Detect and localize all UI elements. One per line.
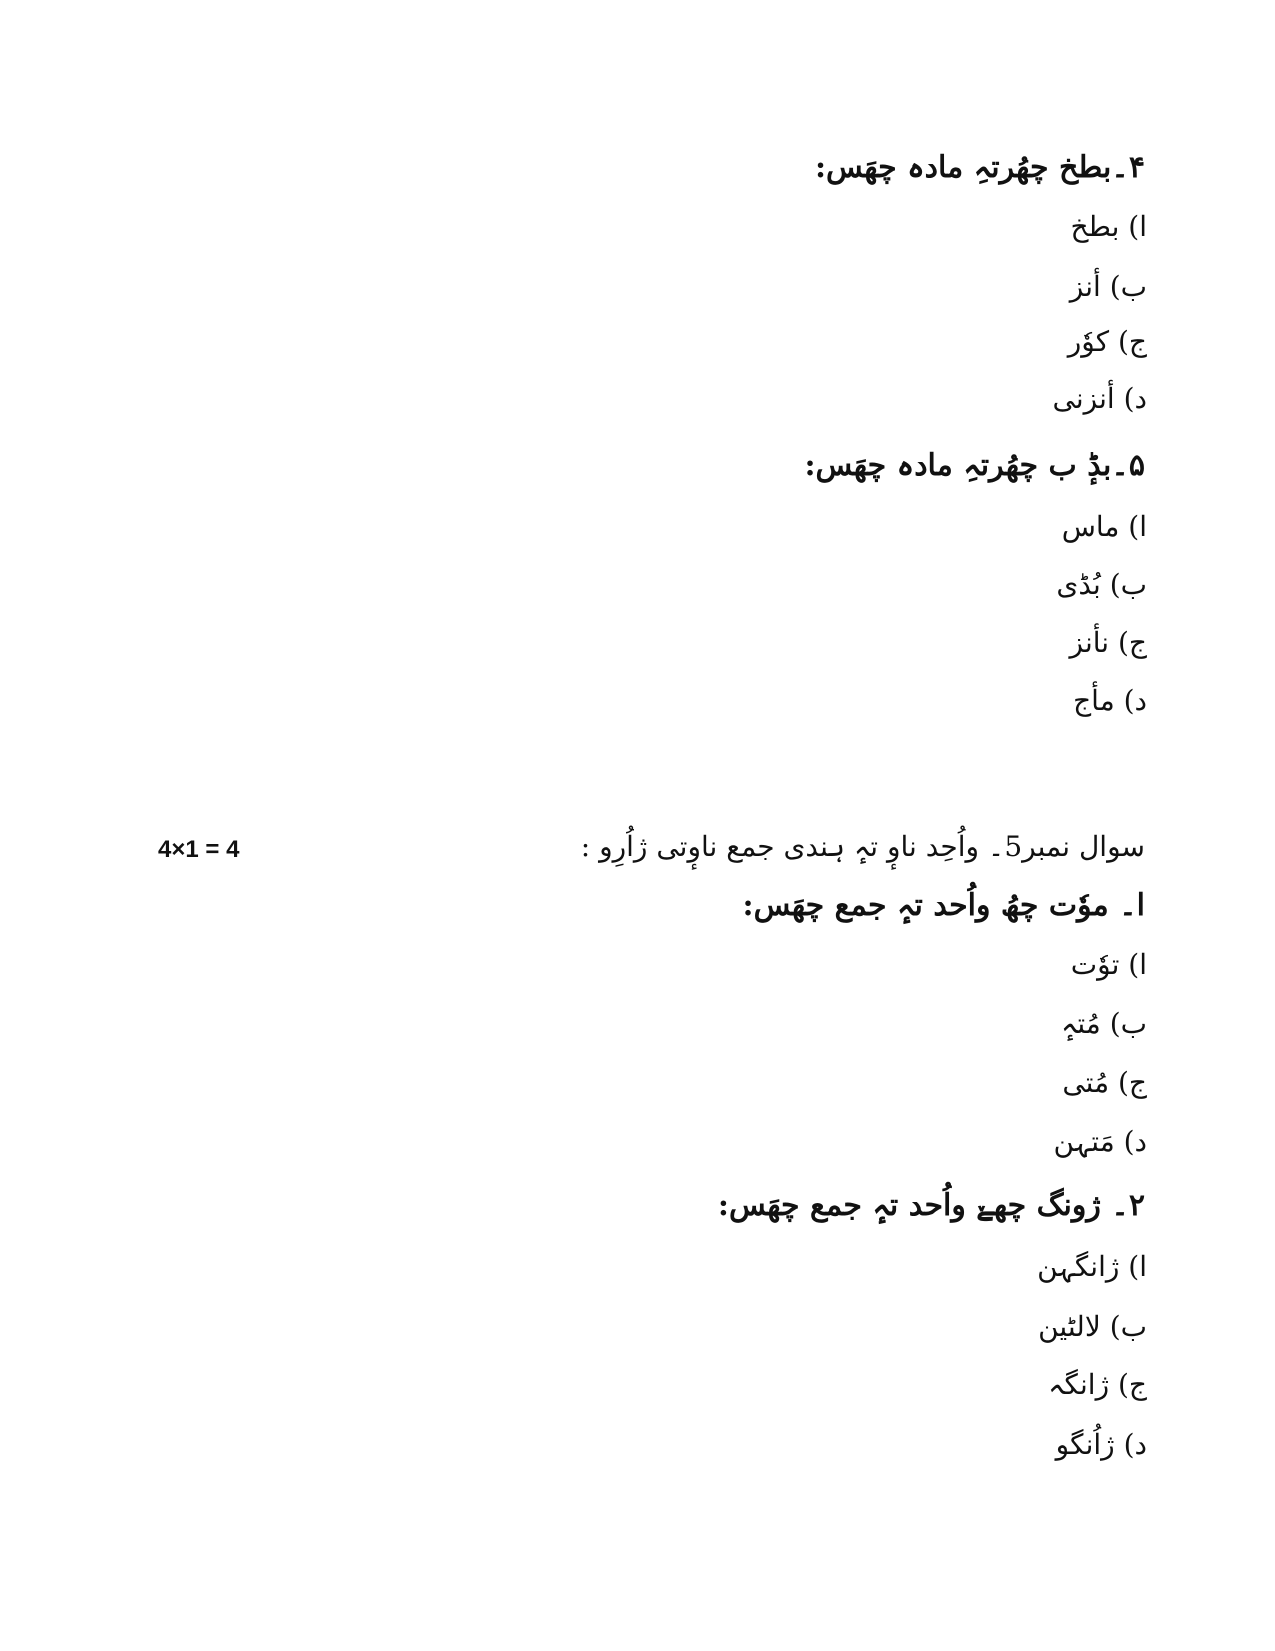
question-5-option-a: ا) ماس [1061, 510, 1147, 543]
question-4-option-a: ا) بطخ [1070, 210, 1147, 243]
question-b2-option-a: ا) ژانگہن [1037, 1250, 1147, 1283]
question-5-option-b: ب) بُڈی [1056, 568, 1147, 601]
question-4-option-b: ب) أنز [1069, 270, 1147, 303]
question-4-heading: ۴۔بطخ چھُرتہِ مادہ چھَس: [814, 150, 1145, 185]
question-b1-heading: ا۔ موٗت چھُ واُحد تہٕ جمع چھَس: [742, 888, 1145, 923]
question-5-heading: ۵۔بڈٕ ب چھُرتہِ مادہ چھَس: [804, 448, 1145, 483]
question-b2-option-c: ج) ژانگہ [1048, 1368, 1147, 1401]
question-b2-heading: ۲۔ ژونگ چھےٚ واُحد تہٕ جمع چھَس: [717, 1188, 1145, 1223]
question-b1-option-c: ج) مُتی [1062, 1066, 1147, 1099]
question-b1-option-d: د) مَتہن [1053, 1125, 1147, 1158]
question-4-option-d: د) أنزنی [1052, 382, 1147, 415]
question-b2-option-d: د) ژاُنگو [1055, 1428, 1147, 1461]
question-b1-option-b: ب) مُتہٕ [1060, 1007, 1147, 1040]
question-5-option-c: ج) نأنز [1069, 626, 1147, 659]
question-b2-option-b: ب) لالٹین [1038, 1310, 1147, 1343]
question-5-option-d: د) مأج [1073, 684, 1147, 717]
question-4-option-c: ج) کوٗر [1067, 325, 1147, 358]
marks-label: 4×1 = 4 [158, 836, 240, 863]
question-b1-option-a: ا) توٗت [1070, 948, 1147, 981]
section-heading: سوال نمبر5۔ واُحِد ناوٕ تہٕ ہندی جمع ناوٕتی ژاُرِو : [580, 830, 1145, 863]
